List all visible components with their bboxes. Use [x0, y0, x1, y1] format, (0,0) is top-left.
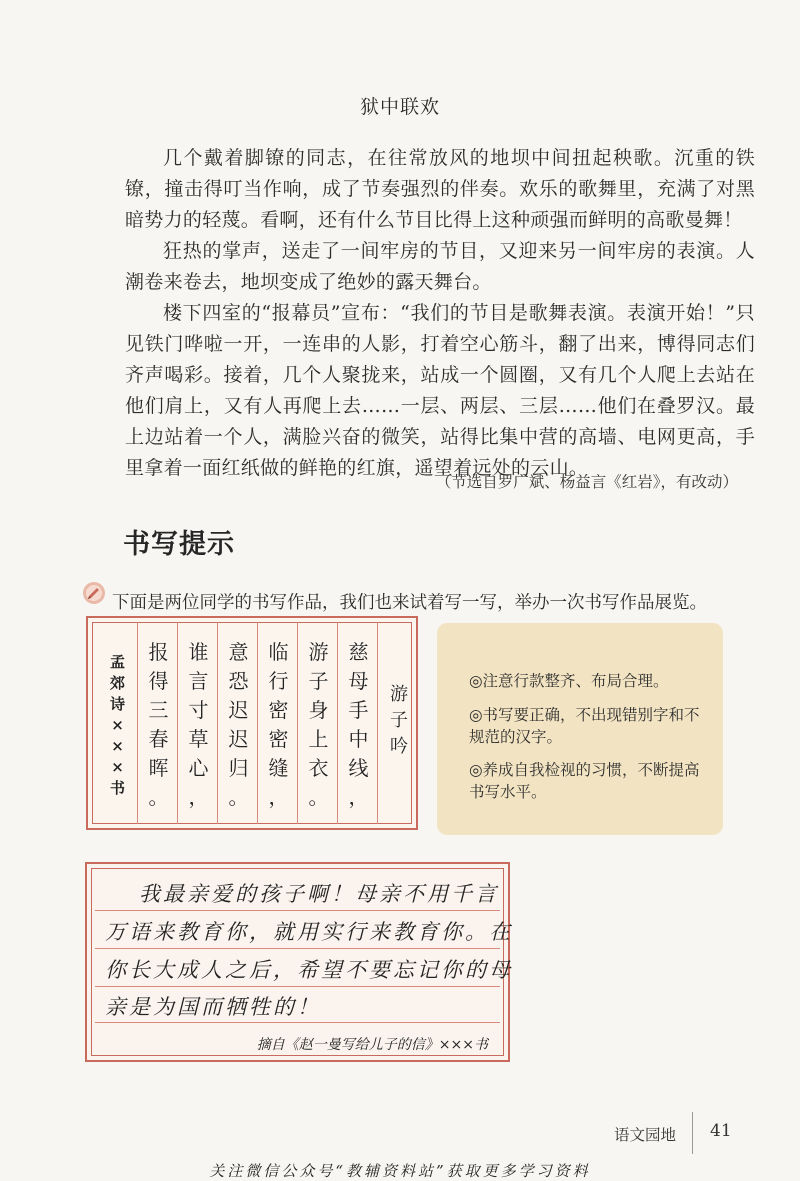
tip-3: ◎养成自我检视的习惯，不断提高书写水平。 [469, 761, 700, 801]
calligraphy-character: 谁 [188, 640, 209, 664]
story-passage [125, 143, 755, 484]
calligraphy-character: ， [188, 785, 209, 809]
poem-column-1 [140, 622, 178, 824]
poem-column-2 [180, 622, 218, 824]
calligraphy-character: 衣 [308, 756, 329, 780]
calligraphy-character: 草 [188, 727, 209, 751]
ruled-line [95, 1022, 500, 1023]
story-paragraph-1: 几个戴着脚镣的同志，在往常放风的地坝中间扭起秧歌。沉重的铁镣，撞击得叮当作响，成了节奏强烈的伴奏。欢乐的歌舞里，充满了对黑暗势力的轻蔑。看啊，还有什么节目比得上这种顽强而鲜明的高歌曼舞！ [125, 147, 755, 231]
calligraphy-character: 春 [148, 727, 169, 751]
letter-source: 摘自《赵一曼写给儿子的信》×××书 [256, 1037, 488, 1053]
calligraphy-character: 。 [228, 785, 249, 809]
calligraphy-character: × [111, 737, 124, 755]
letter-line-3: 你长大成人之后，希望不要忘记你的母 [105, 958, 513, 982]
letter-line-1: 我最亲爱的孩子啊！母亲不用千言 [139, 882, 499, 906]
calligraphy-character: 。 [308, 785, 329, 809]
calligraphy-character: 郊 [109, 674, 125, 692]
calligraphy-character: 恐 [228, 669, 249, 693]
story-paragraph-2: 狂热的掌声，送走了一间牢房的节目，又迎来另一间牢房的表演。人潮卷来卷去，地坝变成了绝妙的露天舞台。 [125, 240, 755, 293]
story-title: 狱中联欢 [359, 96, 440, 118]
calligraphy-character: 孟 [109, 653, 125, 671]
calligraphy-character: 书 [109, 779, 125, 797]
calligraphy-character: 诗 [109, 695, 125, 713]
ruled-line [95, 948, 500, 949]
ruled-line [95, 986, 500, 987]
section-heading: 书写提示 [123, 529, 235, 560]
page-number: 41 [710, 1121, 732, 1141]
calligraphy-character: 。 [148, 785, 169, 809]
calligraphy-character: 子 [308, 669, 329, 693]
poem-calligraphy-sheet [86, 616, 418, 830]
calligraphy-character: 母 [348, 669, 369, 693]
calligraphy-character: ， [348, 785, 369, 809]
calligraphy-character: 得 [148, 669, 169, 693]
calligraphy-character: 意 [228, 640, 249, 664]
instruction-text: 下面是两位同学的书写作品，我们也来试着写一写，举办一次书写作品展览。 [112, 593, 707, 613]
calligraphy-character: 临 [268, 640, 289, 664]
calligraphy-character: 报 [148, 640, 169, 664]
calligraphy-character: 游 [308, 640, 329, 664]
calligraphy-character: 晖 [148, 756, 169, 780]
calligraphy-character: 迟 [228, 698, 249, 722]
poem-title-column [380, 622, 418, 824]
calligraphy-character: × [111, 758, 124, 776]
poem-column-3 [220, 622, 258, 824]
tip-1: ◎注意行款整齐、布局合理。 [469, 672, 669, 690]
letter-calligraphy-sheet [85, 862, 513, 1062]
calligraphy-character: 上 [308, 727, 329, 751]
calligraphy-character: 线 [348, 756, 369, 780]
calligraphy-character: 三 [148, 698, 169, 722]
poem-column-6 [340, 622, 378, 824]
letter-line-2: 万语来教育你，就用实行来教育你。在 [105, 920, 513, 944]
calligraphy-character: 言 [188, 669, 209, 693]
calligraphy-character: 归 [228, 756, 249, 780]
writing-tips-panel [437, 623, 723, 835]
footer-section-name: 语文园地 [614, 1126, 677, 1144]
calligraphy-character: ， [268, 785, 289, 809]
watermark-text: 关注微信公众号“教辅资料站”获取更多学习资料 [209, 1162, 591, 1180]
calligraphy-character: 中 [348, 727, 369, 751]
calligraphy-character: 手 [348, 698, 369, 722]
ruled-line [95, 910, 500, 911]
calligraphy-character: 寸 [188, 698, 209, 722]
poem-column-5 [300, 622, 338, 824]
poem-column-4 [260, 622, 298, 824]
tip-2: ◎书写要正确，不出现错别字和不规范的汉字。 [469, 706, 700, 746]
calligraphy-character: 子 [390, 710, 408, 731]
footer-divider [692, 1112, 693, 1154]
calligraphy-character: 密 [268, 698, 289, 722]
calligraphy-character: 慈 [348, 640, 369, 664]
calligraphy-character: 游 [390, 684, 408, 705]
calligraphy-character: 吟 [390, 736, 408, 757]
calligraphy-character: 行 [268, 669, 289, 693]
story-paragraph-3: 楼下四室的“报幕员”宣布：“我们的节目是歌舞表演。表演开始！”只见铁门哗啦一开，一连串的人影，打着空心筋斗，翻了出来，博得同志们齐声喝彩。接着，几个人聚拢来，站成一个圆圈，又有几个人爬上去站在他们肩上，又有人再爬上去……一层、两层、三层……他们在叠罗汉。最上边站着一个人，满脸兴奋的微笑，站得比集中营的高墙、电网更高，手里拿着一面红纸做的鲜艳的红旗，遥望着远处的云山。 [125, 302, 755, 479]
letter-line-4: 亲是为国而牺牲的！ [105, 995, 321, 1019]
poem-signature-column [98, 622, 138, 824]
calligraphy-character: 密 [268, 727, 289, 751]
pen-badge-icon [82, 581, 106, 605]
calligraphy-character: 缝 [268, 756, 289, 780]
calligraphy-character: 身 [308, 698, 329, 722]
calligraphy-character: × [111, 716, 124, 734]
story-source: （节选自罗广斌、杨益言《红岩》，有改动） [435, 473, 738, 491]
calligraphy-character: 迟 [228, 727, 249, 751]
calligraphy-character: 心 [188, 756, 209, 780]
